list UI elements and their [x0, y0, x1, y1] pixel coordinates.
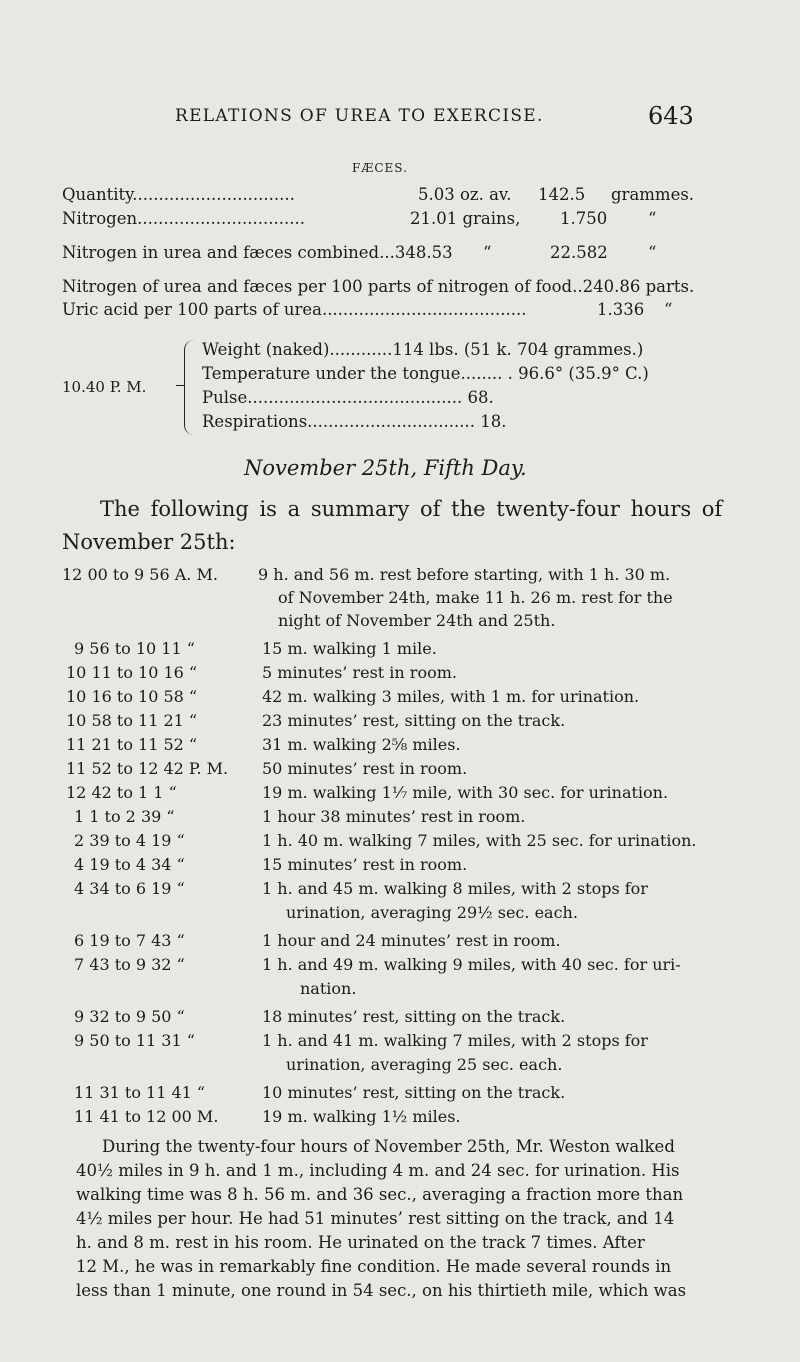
- evening-time: 10.40 P. M.: [62, 378, 147, 396]
- schedule-time: 11 21 to 11 52 “: [66, 735, 198, 754]
- schedule-time: 11 52 to 12 42 P. M.: [66, 759, 229, 778]
- weight-row: Weight (naked)............114 lbs. (51 k. 704 grammes.): [202, 340, 644, 359]
- feces-heading: FÆCES.: [352, 161, 408, 175]
- schedule-desc: night of November 24th and 25th.: [278, 611, 556, 630]
- per100-nitrogen: Nitrogen of urea and fæces per 100 parts of nitrogen of food..240.86 parts.: [62, 277, 695, 296]
- schedule-time: 9 56 to 10 11 “: [74, 639, 195, 658]
- paragraph-line: 40½ miles in 9 h. and 1 m., including 4 m. and 24 sec. for urination. His: [76, 1161, 680, 1180]
- schedule-desc: 1 h. 40 m. walking 7 miles, with 25 sec. for urination.: [262, 831, 697, 850]
- brace-tip: [176, 385, 185, 386]
- schedule-time: 4 19 to 4 34 “: [74, 855, 185, 874]
- schedule-time: 6 19 to 7 43 “: [74, 931, 185, 950]
- schedule-desc: 18 minutes’ rest, sitting on the track.: [262, 1007, 566, 1026]
- schedule-desc: nation.: [300, 979, 357, 998]
- paragraph-line: walking time was 8 h. 56 m. and 36 sec., averaging a fraction more than: [76, 1185, 684, 1204]
- schedule-desc: 50 minutes’ rest in room.: [262, 759, 468, 778]
- schedule-time: 10 58 to 11 21 “: [66, 711, 198, 730]
- schedule-desc: 1 hour 38 minutes’ rest in room.: [262, 807, 526, 826]
- uric-acid-unit: “: [664, 300, 673, 319]
- schedule-desc: 5 minutes’ rest in room.: [262, 663, 457, 682]
- schedule-desc: 42 m. walking 3 miles, with 1 m. for urination.: [262, 687, 640, 706]
- schedule-time: 9 50 to 11 31 “: [74, 1031, 195, 1050]
- uric-acid-val: 1.336: [597, 300, 645, 319]
- schedule-time: 10 11 to 10 16 “: [66, 663, 198, 682]
- schedule-time: 9 32 to 9 50 “: [74, 1007, 185, 1026]
- schedule-desc: 9 h. and 56 m. rest before starting, with 1 h. 30 m.: [258, 565, 671, 584]
- schedule-desc: 1 h. and 45 m. walking 8 miles, with 2 stops for: [262, 879, 648, 898]
- combined-nitrogen-text: Nitrogen in urea and fæces combined...348.53: [62, 243, 453, 262]
- schedule-desc: 23 minutes’ rest, sitting on the track.: [262, 711, 566, 730]
- day-heading: November 25th, Fifth Day.: [244, 456, 527, 480]
- combined-unit: “: [648, 243, 657, 262]
- combined-ditto: “: [483, 243, 492, 262]
- feces-quantity-row: [62, 185, 295, 204]
- schedule-time: 12 00 to 9 56 A. M.: [62, 565, 218, 584]
- summary-intro-line-2: November 25th:: [62, 530, 236, 554]
- feces-quantity-unit: grammes.: [611, 185, 695, 204]
- schedule-time: 11 41 to 12 00 M.: [74, 1107, 219, 1126]
- schedule-desc: 1 h. and 49 m. walking 9 miles, with 40 sec. for uri-: [262, 955, 681, 974]
- paragraph-line: less than 1 minute, one round in 54 sec., on his thirtieth mile, which was: [76, 1281, 687, 1300]
- feces-quantity-label: Quantity: [62, 185, 133, 204]
- schedule-time: 12 42 to 1 1 “: [66, 783, 177, 802]
- schedule-desc: 15 m. walking 1 mile.: [262, 639, 437, 658]
- schedule-time: 7 43 to 9 32 “: [74, 955, 185, 974]
- schedule-desc: 19 m. walking 1½ miles.: [262, 1107, 461, 1126]
- page-number: 643: [648, 102, 694, 130]
- schedule-desc: urination, averaging 29½ sec. each.: [286, 903, 578, 922]
- schedule-desc: 1 h. and 41 m. walking 7 miles, with 2 stops for: [262, 1031, 648, 1050]
- feces-quantity-val1: 5.03 oz. av.: [418, 185, 512, 204]
- temperature-row: Temperature under the tongue........ . 96.6° (35.9° C.): [202, 364, 649, 383]
- brace: [184, 340, 197, 435]
- paragraph-line: 4½ miles per hour. He had 51 minutes’ rest sitting on the track, and 14: [76, 1209, 675, 1228]
- feces-quantity-val2: 142.5: [538, 185, 586, 204]
- schedule-desc: 15 minutes’ rest in room.: [262, 855, 468, 874]
- leader-dots: ...............................: [132, 185, 295, 204]
- feces-nitrogen-row: [62, 209, 305, 228]
- schedule-time: 11 31 to 11 41 “: [74, 1083, 206, 1102]
- schedule-desc: urination, averaging 25 sec. each.: [286, 1055, 563, 1074]
- paragraph-line: 12 M., he was in remarkably fine condition. He made several rounds in: [76, 1257, 672, 1276]
- feces-nitrogen-label: Nitrogen: [62, 209, 138, 228]
- summary-intro-line-1: The following is a summary of the twenty-four hours of: [100, 497, 723, 521]
- schedule-desc: 1 hour and 24 minutes’ rest in room.: [262, 931, 561, 950]
- schedule-time: 10 16 to 10 58 “: [66, 687, 198, 706]
- pulse-row: Pulse......................................... 68.: [202, 388, 494, 407]
- schedule-desc: 10 minutes’ rest, sitting on the track.: [262, 1083, 566, 1102]
- combined-val: 22.582: [550, 243, 608, 262]
- feces-nitrogen-val2: 1.750: [560, 209, 608, 228]
- paragraph-line: During the twenty-four hours of November 25th, Mr. Weston walked: [102, 1137, 675, 1156]
- schedule-time: 2 39 to 4 19 “: [74, 831, 185, 850]
- schedule-desc: of November 24th, make 11 h. 26 m. rest for the: [278, 588, 673, 607]
- feces-nitrogen-val1: 21.01 grains,: [410, 209, 521, 228]
- feces-nitrogen-unit: “: [648, 209, 657, 228]
- paragraph-line: h. and 8 m. rest in his room. He urinated on the track 7 times. After: [76, 1233, 645, 1252]
- schedule-desc: 19 m. walking 1⅐ mile, with 30 sec. for urination.: [262, 783, 669, 802]
- respirations-row: Respirations................................ 18.: [202, 412, 507, 431]
- schedule-time: 4 34 to 6 19 “: [74, 879, 185, 898]
- schedule-time: 1 1 to 2 39 “: [74, 807, 175, 826]
- schedule-desc: 31 m. walking 2⅝ miles.: [262, 735, 461, 754]
- running-head: RELATIONS OF UREA TO EXERCISE.: [175, 106, 544, 126]
- leader-dots: ................................: [137, 209, 305, 228]
- uric-acid-text: Uric acid per 100 parts of urea.......................................: [62, 300, 527, 319]
